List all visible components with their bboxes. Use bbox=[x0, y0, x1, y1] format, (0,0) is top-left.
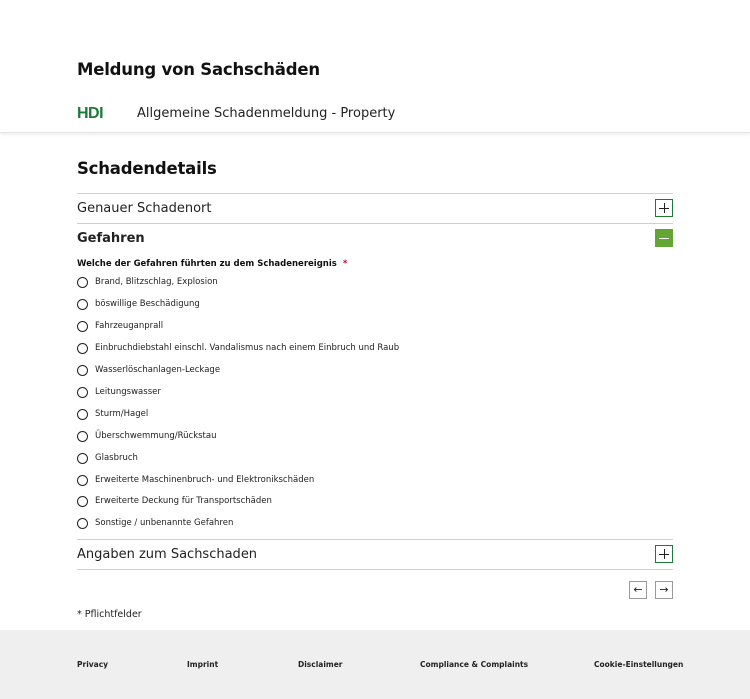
option-label: Brand, Blitzschlag, Explosion bbox=[95, 277, 218, 287]
option-label: Sturm/Hagel bbox=[95, 409, 149, 419]
page-header bbox=[0, 0, 750, 133]
expand-schadenort-button[interactable] bbox=[655, 199, 673, 217]
accordion-title-sachschaden[interactable]: Angaben zum Sachschaden bbox=[77, 547, 258, 562]
accordion-title-schadenort[interactable]: Genauer Schadenort bbox=[77, 201, 212, 216]
radio-button[interactable] bbox=[77, 343, 88, 354]
prev-button[interactable] bbox=[629, 581, 647, 599]
option-label: Überschwemmung/Rückstau bbox=[95, 431, 217, 441]
option-transportschaeden[interactable] bbox=[77, 494, 272, 508]
logo-text bbox=[77, 107, 103, 121]
option-label: Erweiterte Maschinenbruch- und Elektronikschäden bbox=[95, 475, 315, 485]
plus-icon-v bbox=[664, 203, 665, 213]
expand-sachschaden-button[interactable] bbox=[655, 545, 673, 563]
option-label: Wasserlöschanlagen-Leckage bbox=[95, 365, 221, 375]
option-label: Einbruchdiebstahl einschl. Vandalismus nach einem Einbruch und Raub bbox=[95, 343, 400, 353]
option-fahrzeuganprall[interactable] bbox=[77, 319, 163, 333]
divider bbox=[77, 539, 673, 540]
next-button[interactable] bbox=[655, 581, 673, 599]
divider bbox=[77, 569, 673, 570]
plus-icon-v bbox=[664, 549, 665, 559]
footer-link-disclaimer[interactable]: Disclaimer bbox=[298, 660, 343, 669]
radio-button[interactable] bbox=[77, 496, 88, 507]
footer-link-privacy[interactable]: Privacy bbox=[77, 660, 109, 669]
footer-link-compliance[interactable]: Compliance & Complaints bbox=[420, 660, 529, 669]
option-einbruchdiebstahl[interactable] bbox=[77, 341, 399, 355]
radio-button[interactable] bbox=[77, 299, 88, 310]
footer-link-imprint[interactable]: Imprint bbox=[187, 660, 219, 669]
radio-button[interactable] bbox=[77, 518, 88, 529]
footer-link-cookie-settings[interactable]: Cookie-Einstellungen bbox=[594, 660, 684, 669]
radio-button[interactable] bbox=[77, 387, 88, 398]
divider bbox=[77, 193, 673, 194]
option-ueberschwemmung[interactable] bbox=[77, 429, 216, 443]
arrow-left-icon: ← bbox=[633, 583, 643, 596]
option-label: Leitungswasser bbox=[95, 387, 161, 397]
accordion-title-gefahren[interactable]: Gefahren bbox=[77, 231, 145, 246]
gefahren-question bbox=[77, 259, 347, 269]
radio-button[interactable] bbox=[77, 409, 88, 420]
option-sonstige[interactable] bbox=[77, 516, 233, 530]
radio-button[interactable] bbox=[77, 365, 88, 376]
option-boeswillig[interactable] bbox=[77, 297, 200, 311]
minus-icon bbox=[659, 238, 669, 239]
radio-button[interactable] bbox=[77, 277, 88, 288]
page-footer bbox=[0, 630, 750, 699]
collapse-gefahren-button[interactable] bbox=[655, 229, 673, 247]
option-glasbruch[interactable] bbox=[77, 451, 138, 465]
option-wasserloeschanlagen[interactable] bbox=[77, 363, 220, 377]
question-label: Welche der Gefahren führten zu dem Schadenereignis bbox=[77, 259, 337, 269]
logo-letters: HDI bbox=[77, 105, 104, 122]
required-fields-note: * Pflichtfelder bbox=[77, 609, 142, 620]
option-label: Fahrzeuganprall bbox=[95, 321, 164, 331]
required-asterisk: * bbox=[342, 259, 348, 269]
radio-button[interactable] bbox=[77, 431, 88, 442]
radio-button[interactable] bbox=[77, 475, 88, 486]
radio-button[interactable] bbox=[77, 321, 88, 332]
option-label: Erweiterte Deckung für Transportschäden bbox=[95, 496, 272, 506]
hdi-logo[interactable] bbox=[77, 107, 111, 121]
option-label: böswillige Beschädigung bbox=[95, 299, 200, 309]
option-label: Glasbruch bbox=[95, 453, 138, 463]
arrow-right-icon: → bbox=[659, 583, 669, 596]
divider bbox=[77, 223, 673, 224]
option-brand[interactable] bbox=[77, 275, 218, 289]
option-maschinenbruch[interactable] bbox=[77, 473, 314, 487]
option-leitungswasser[interactable] bbox=[77, 385, 161, 399]
radio-button[interactable] bbox=[77, 453, 88, 464]
page-title: Meldung von Sachschäden bbox=[77, 60, 320, 79]
section-title: Schadendetails bbox=[77, 159, 217, 178]
option-label: Sonstige / unbenannte Gefahren bbox=[95, 518, 234, 528]
option-sturm-hagel[interactable] bbox=[77, 407, 148, 421]
form-subtitle: Allgemeine Schadenmeldung - Property bbox=[137, 106, 396, 121]
